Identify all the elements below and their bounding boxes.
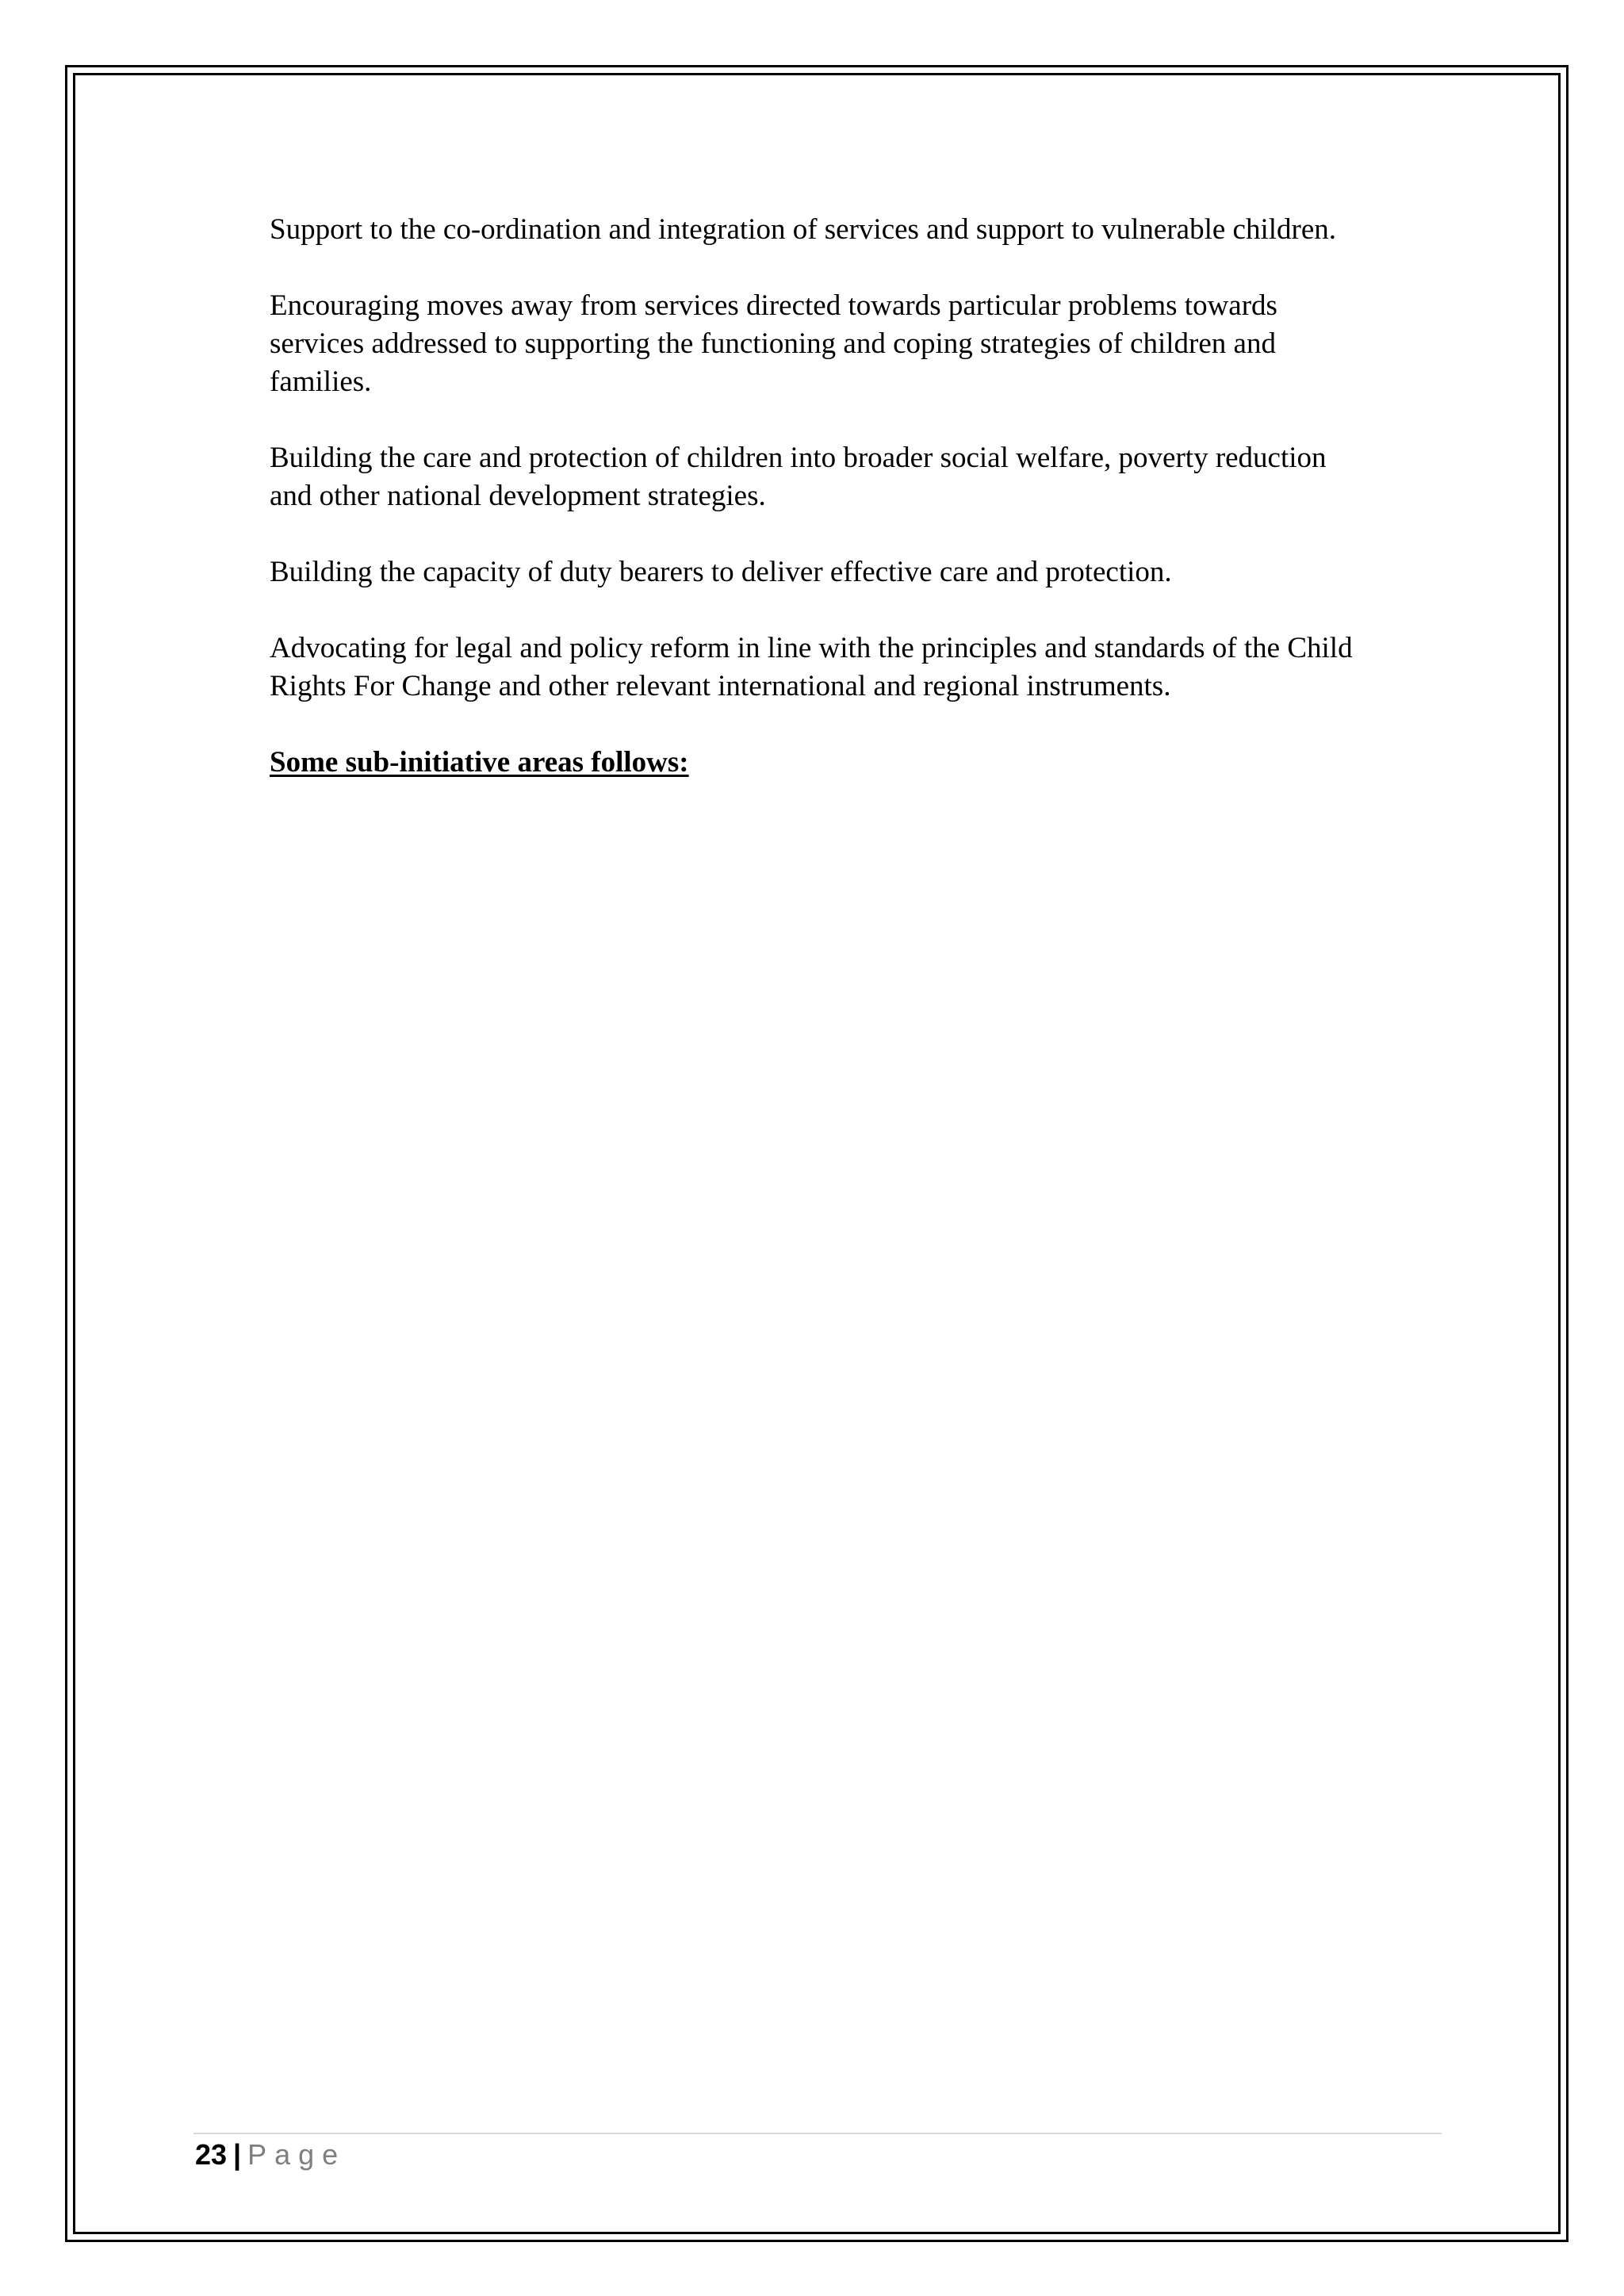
footer-rule [193,2133,1442,2134]
page-number: 23 [195,2138,228,2171]
page-body [270,211,1364,782]
paragraph-building-care: Building the care and protection of children into broader social welfare, poverty reduction and other national development strategies. [270,442,1327,512]
paragraph-building-capacity: Building the capacity of duty bearers to deliver effective care and protection. [270,556,1172,588]
paragraph-advocating: Advocating for legal and policy reform in line with the principles and standards of the Child Rights For Change and other relevant international and regional instruments. [270,632,1353,702]
page-footer [195,2137,346,2173]
paragraph-coordination: Support to the co-ordination and integration of services and support to vulnerable children. [270,213,1337,246]
section-heading: Some sub-initiative areas follows: [270,746,689,779]
footer-separator: | [233,2138,242,2171]
paragraph-encouraging: Encouraging moves away from services directed towards particular problems towards services addressed to supporting the functioning and coping strategies of children and families. [270,289,1277,398]
page-label: Page [247,2138,347,2171]
